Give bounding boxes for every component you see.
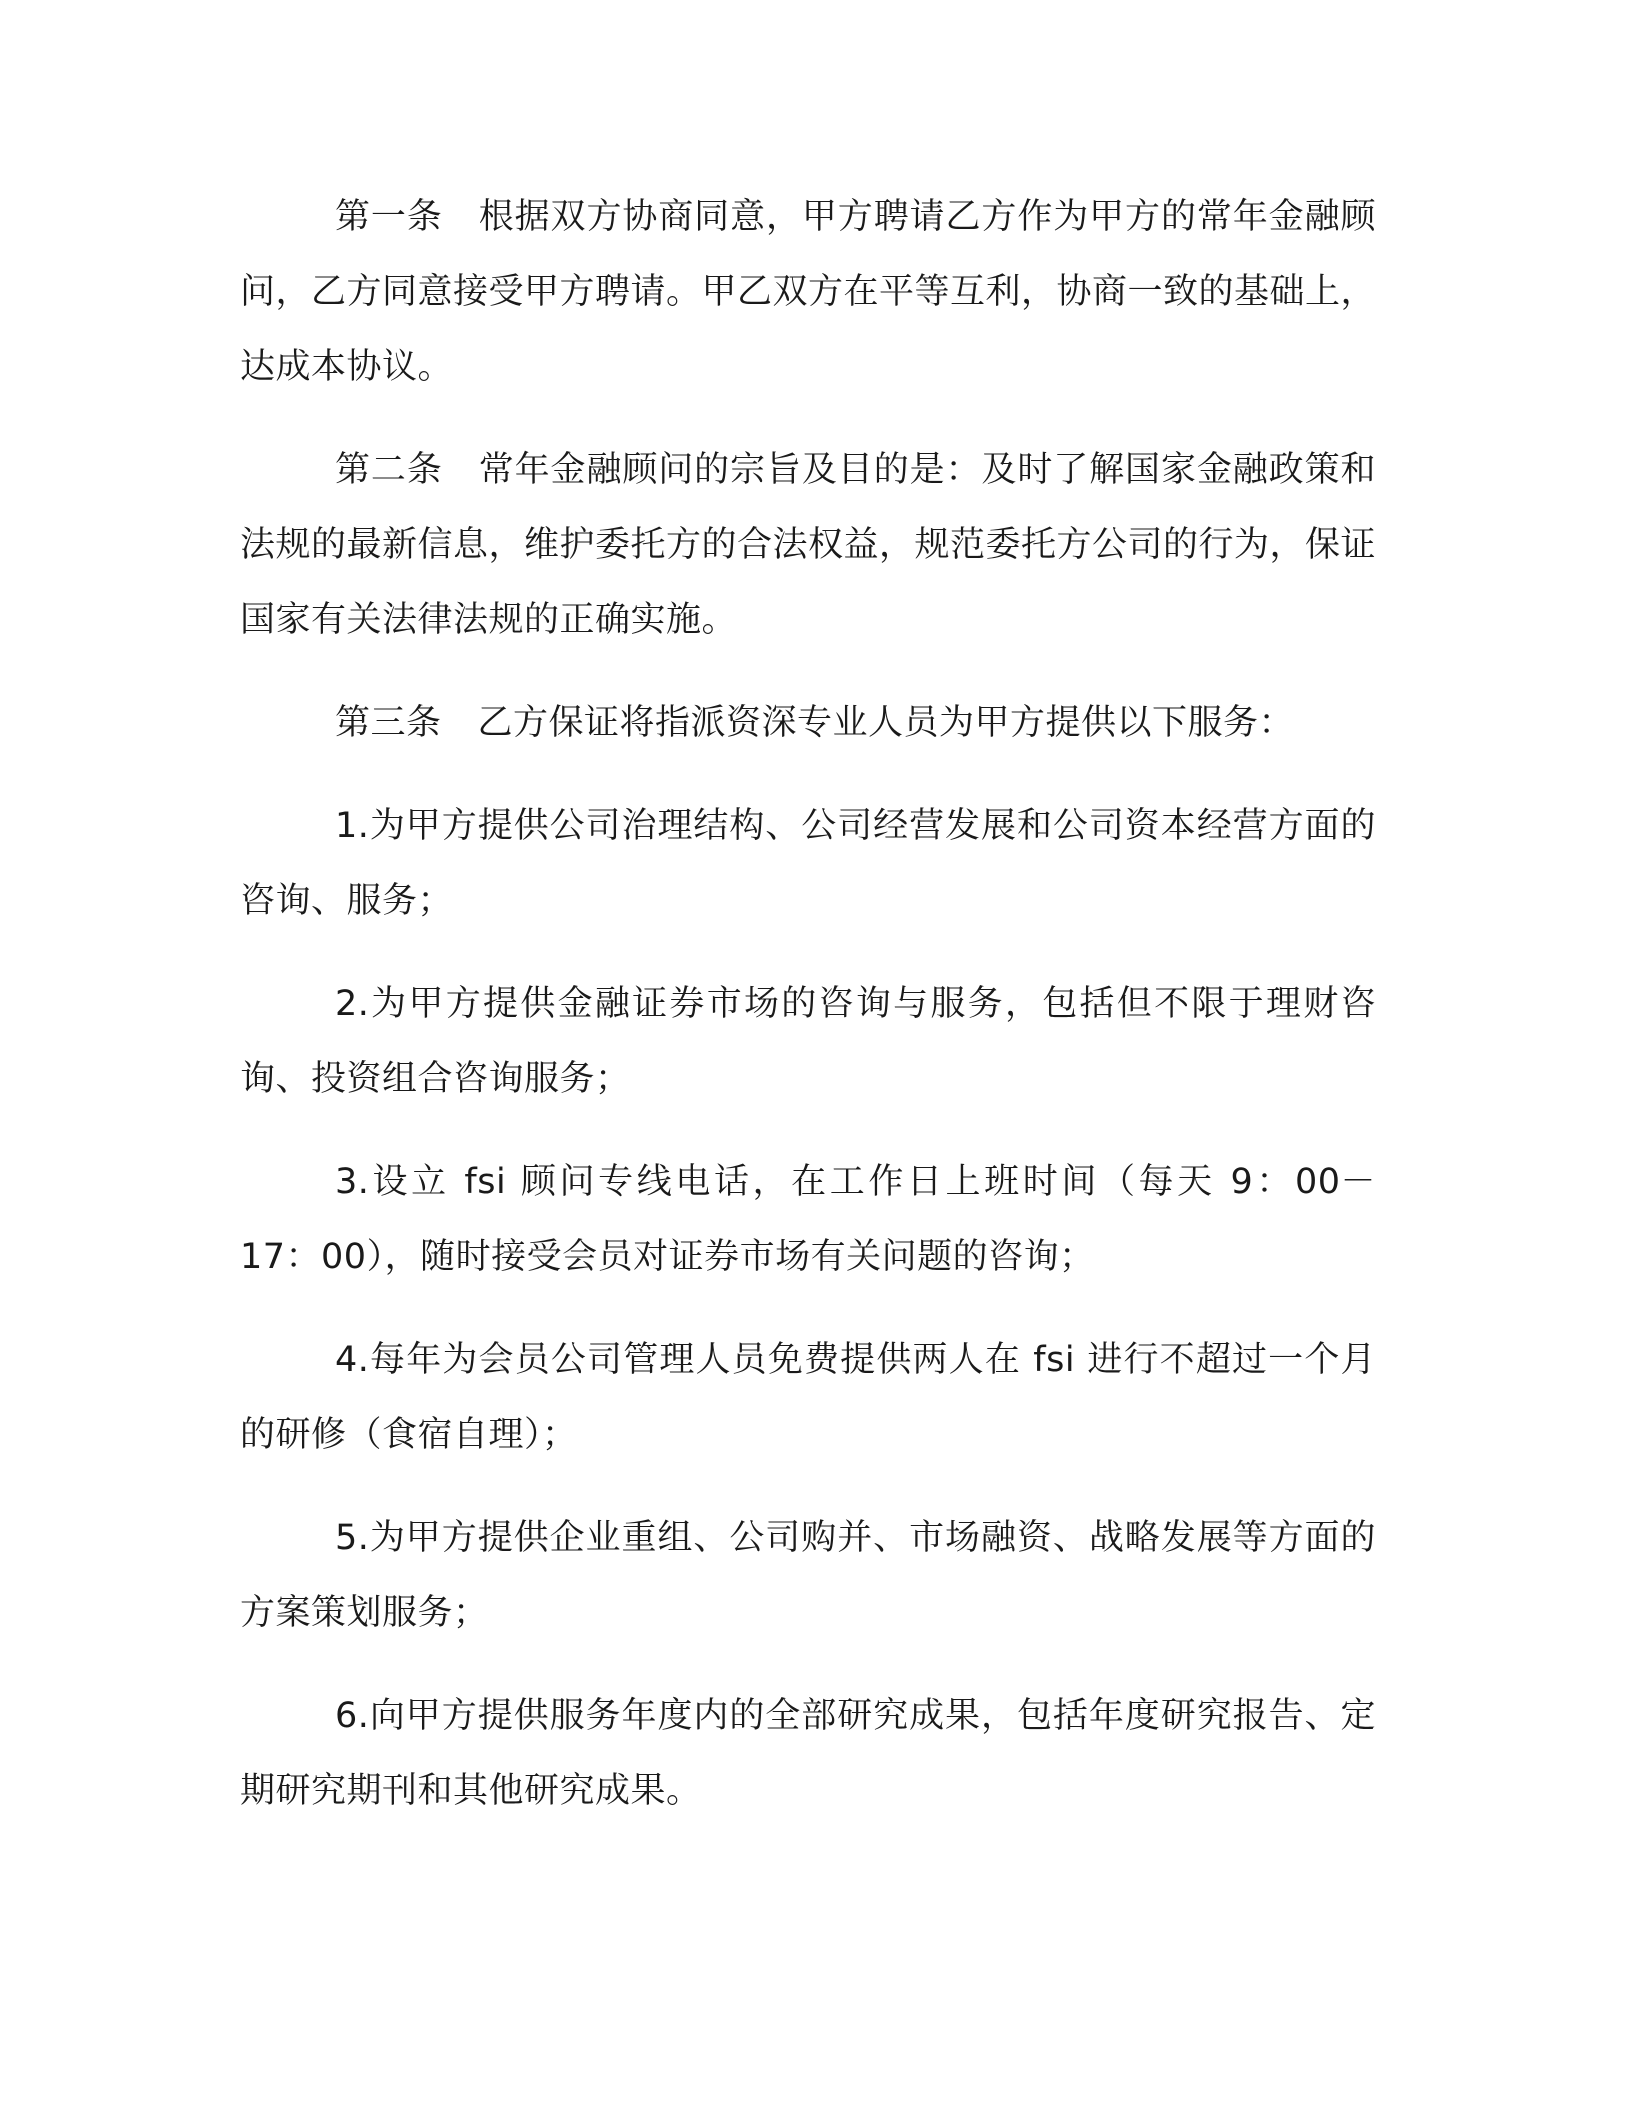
article-2-text: 常年金融顾问的宗旨及目的是：及时了解国家金融政策和法规的最新信息，维护委托方的合法权益，规范委托方公司的行为，保证国家有关法律法规的正确实施。 xyxy=(240,450,1377,640)
service-item-4: 4.每年为会员公司管理人员免费提供两人在 fsi 进行不超过一个月的研修（食宿自理）； xyxy=(240,1340,1376,1455)
article-3 xyxy=(240,686,1376,761)
article-2 xyxy=(240,433,1376,658)
service-item-3: 3.设立 fsi 顾问专线电话，在工作日上班时间（每天 9：00－17：00），随时接受会员对证券市场有关问题的咨询； xyxy=(240,1162,1376,1277)
article-3-label: 第三条 xyxy=(335,703,442,743)
article-1 xyxy=(240,180,1376,405)
service-item-6: 6.向甲方提供服务年度内的全部研究成果，包括年度研究报告、定期研究期刊和其他研究成果。 xyxy=(240,1696,1376,1811)
article-1-label: 第一条 xyxy=(335,197,443,237)
article-1-text: 根据双方协商同意，甲方聘请乙方作为甲方的常年金融顾问，乙方同意接受甲方聘请。甲乙双方在平等互利，协商一致的基础上，达成本协议。 xyxy=(240,197,1377,387)
service-item-1: 1.为甲方提供公司治理结构、公司经营发展和公司资本经营方面的咨询、服务； xyxy=(240,806,1376,921)
article-2-label: 第二条 xyxy=(335,450,443,490)
service-item-2: 2.为甲方提供金融证券市场的咨询与服务，包括但不限于理财咨询、投资组合咨询服务； xyxy=(240,984,1376,1099)
document-page xyxy=(240,180,1376,1857)
service-item-5: 5.为甲方提供企业重组、公司购并、市场融资、战略发展等方面的方案策划服务； xyxy=(240,1518,1376,1633)
article-3-text: 乙方保证将指派资深专业人员为甲方提供以下服务： xyxy=(477,703,1295,743)
